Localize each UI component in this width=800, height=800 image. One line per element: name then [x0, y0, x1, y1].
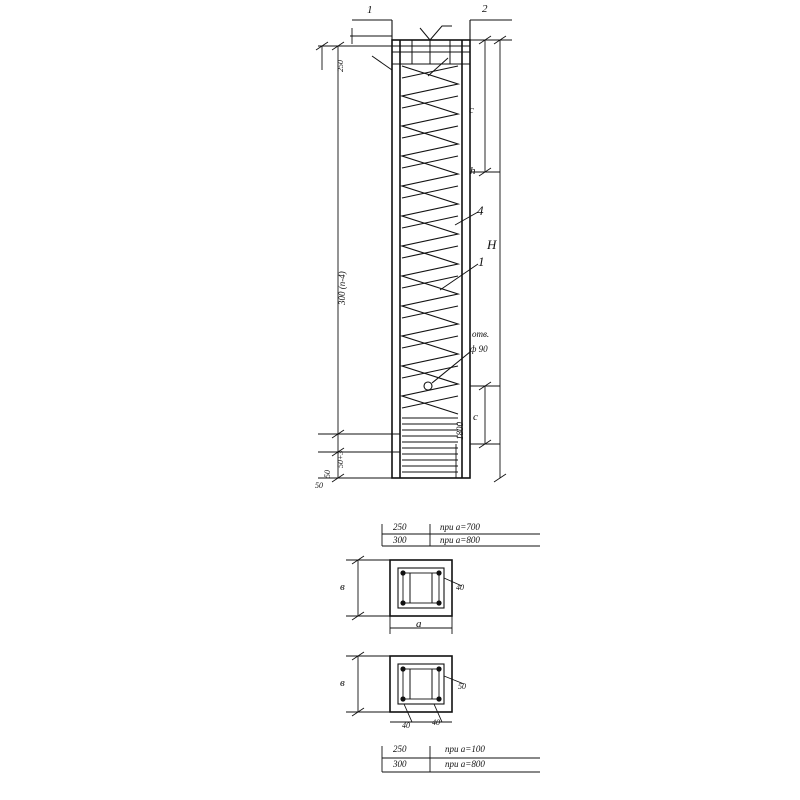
section-2-cover-bottom-2: 40 — [432, 718, 440, 727]
hole-note-line1: отв. — [472, 329, 490, 339]
section-2-cover-bottom-1: 40 — [402, 721, 410, 730]
elevation-left-chain-upper: 300 (n-4) — [337, 271, 347, 305]
section-2-2 — [390, 656, 452, 712]
section-top-dim-1: 250 — [393, 522, 407, 532]
left-dimension-chain — [316, 42, 400, 482]
elevation-dim-1800: 1800 — [455, 422, 465, 440]
section-1-cover-label: 40 — [456, 583, 464, 592]
spiral-reinforcement — [402, 66, 458, 414]
section-bottom-dim-1: 250 — [393, 744, 407, 754]
section-mark-2-label: 2 — [482, 3, 488, 15]
section-1-height-label: в — [340, 581, 345, 593]
elevation-right-dim-h: h — [470, 165, 476, 177]
section-1-1 — [390, 560, 452, 616]
elevation-mark-4-label: 4 — [477, 203, 484, 218]
hole-symbol — [424, 352, 470, 390]
elevation-view — [316, 20, 512, 482]
stirrups-dense-bottom — [402, 418, 458, 472]
section-bottom-dim-2: 300 — [393, 759, 407, 769]
elevation-H-label: H — [487, 237, 497, 252]
section-top-note-2: при a=800 — [440, 535, 480, 545]
section-mark-1-label: 1 — [367, 4, 373, 16]
section-bottom-note-2: при a=800 — [445, 759, 485, 769]
section-views — [346, 524, 540, 772]
section-2-cover-right: 50 — [458, 682, 466, 691]
elevation-top-dim-label: 250 — [336, 60, 345, 72]
section-1-width-label: a — [416, 618, 422, 630]
section-top-note-1: при a=700 — [440, 522, 480, 532]
section-top-dim-2: 300 — [393, 535, 407, 545]
top-dimension — [350, 28, 392, 44]
hole-note-line2: ф 90 — [470, 344, 488, 354]
section-bottom-note-1: при a=100 — [445, 744, 485, 754]
elevation-mark-1-label: 1 — [478, 254, 485, 269]
elevation-left-chain-lower-2: 50 — [323, 470, 332, 478]
elevation-right-dim-c-upper: c — [469, 104, 474, 116]
column-top-detail — [392, 26, 470, 64]
elevation-left-chain-bottom: 50 — [315, 481, 323, 490]
section-2-height-label: в — [340, 677, 345, 689]
elevation-left-chain-lower-1: 50+3 — [336, 450, 345, 468]
elevation-right-dim-c-lower: c — [473, 411, 478, 423]
